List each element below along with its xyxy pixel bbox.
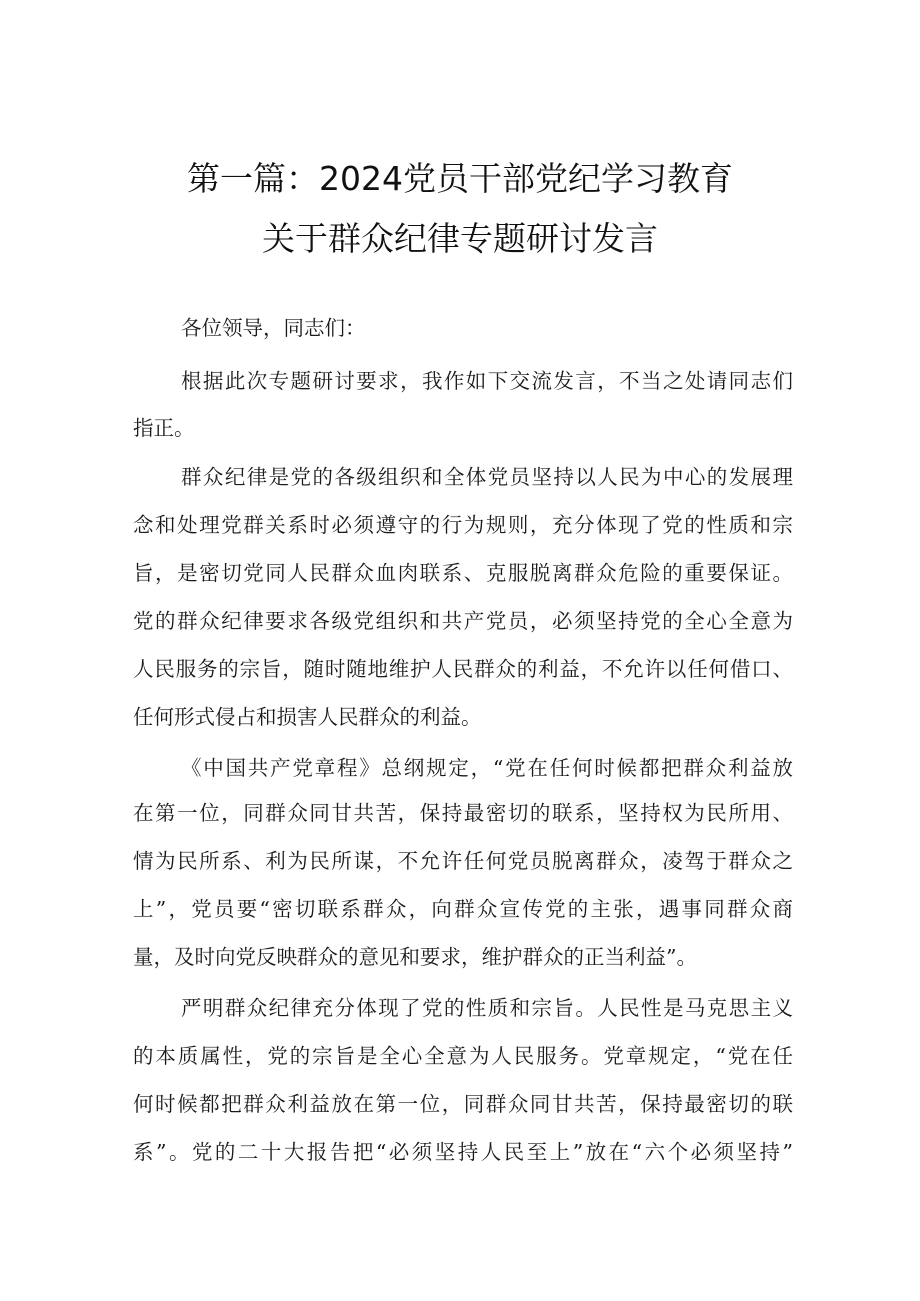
document-title-line-1: 第一篇：2024党员干部党纪学习教育 <box>187 159 733 198</box>
paragraph-line: 《中国共产党章程》总纲规定，“党在任何时候都把群众利益放 <box>181 756 793 780</box>
paragraph-line: 严明群众纪律充分体现了党的性质和宗旨。人民性是马克思主义 <box>181 996 793 1020</box>
paragraph-line: 旨，是密切党同人民群众血肉联系、克服脱离群众危险的重要保证。 <box>133 561 793 585</box>
salutation: 各位领导，同志们： <box>181 316 366 340</box>
paragraph-line: 根据此次专题研讨要求，我作如下交流发言，不当之处请同志们 <box>181 369 793 393</box>
paragraph-line: 的本质属性，党的宗旨是全心全意为人民服务。党章规定，“党在任 <box>133 1044 793 1068</box>
paragraph-line: 量，及时向党反映群众的意见和要求，维护群众的正当利益”。 <box>133 945 697 969</box>
paragraph-line: 群众纪律是党的各级组织和全体党员坚持以人民为中心的发展理 <box>181 465 793 489</box>
paragraph-line: 何时候都把群众利益放在第一位，同群众同甘共苦，保持最密切的联 <box>133 1092 793 1116</box>
document-title-line-2: 关于群众纪律专题研讨发言 <box>262 219 658 258</box>
paragraph-line: 人民服务的宗旨，随时随地维护人民群众的利益，不允许以任何借口、 <box>133 657 793 681</box>
paragraph-line: 念和处理党群关系时必须遵守的行为规则，充分体现了党的性质和宗 <box>133 513 793 537</box>
paragraph-line: 上”，党员要“密切联系群众，向群众宣传党的主张，遇事同群众商 <box>133 897 793 921</box>
paragraph-line: 在第一位，同群众同甘共苦，保持最密切的联系，坚持权为民所用、 <box>133 801 793 825</box>
paragraph-line: 党的群众纪律要求各级党组织和共产党员，必须坚持党的全心全意为 <box>133 609 793 633</box>
paragraph-line: 任何形式侵占和损害人民群众的利益。 <box>133 705 482 729</box>
paragraph-line: 情为民所系、利为民所谋，不允许任何党员脱离群众，凌驾于群众之 <box>133 849 793 873</box>
paragraph-line: 指正。 <box>133 416 195 440</box>
paragraph-line: 系”。党的二十大报告把“必须坚持人民至上”放在“六个必须坚持” <box>133 1140 793 1164</box>
